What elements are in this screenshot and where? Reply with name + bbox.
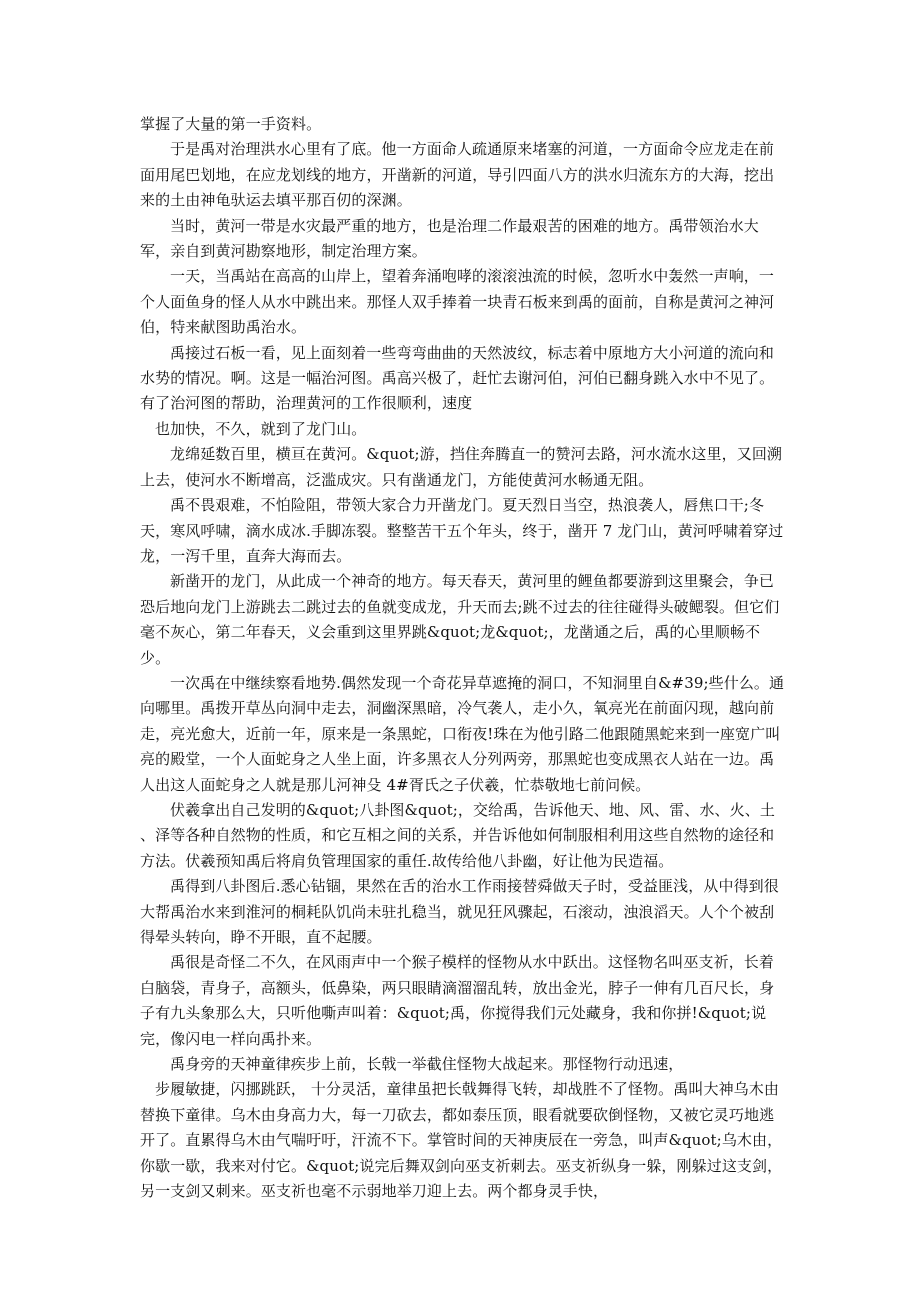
paragraph-13: 禹很是奇怪二不久，在风雨声中一个猴子模样的怪物从水中跃出。这怪物名叫巫支祈，长着白脑袋，青身子，高额头，低鼻染，两只眼睛滴溜溜乱转，放出金光，脖子一伸有几百尺长，身子有九头象那么大，只听他嘶声叫着：&quot;禹，你搅得我们元处藏身，我和你拼!&quot;说完，像闪电一样向禹扑来。	[140, 953, 775, 1048]
paragraph-8: 禹不畏艰难，不怕险阻，带领大家合力开凿龙门。夏天烈日当空，热浪袭人，唇焦口干;冬天，寒风呼啸，滴水成冰.手脚冻裂。整整苦干五个年头，终于，凿开 7 龙门山，黄河呼啸着穿过龙，一泻千里，直奔大海而去。	[140, 496, 784, 565]
paragraph-2: 于是禹对治理洪水心里有了底。他一方面命人疏通原来堵塞的河道，一方面命令应龙走在前面用尾巴划地，在应龙划线的地方，开凿新的河道，导引四面八方的洪水归流东方的大海，挖出来的土由神龟驮运去填平那百仞的深渊。	[140, 140, 775, 210]
paragraph-11: 伏羲拿出自己发明的&quot;八卦图&quot;，交给禹，告诉他天、地、风、雷、水、火、土 、泽等各种自然物的性质，和它互相之间的关系，并告诉他如何制服相利用这些自然物的途径和方法。伏羲预知禹后将肩负管理国家的重任.故传给他八卦幽，好让他为民造福。	[140, 800, 775, 870]
paragraph-1: 掌握了大量的第一手资料。	[140, 115, 322, 133]
paragraph-12: 禹得到八卦图后.悉心钻锢，果然在舌的治水工作雨接替舜做天子时，受益匪浅，从中得到很大帮禹治水来到淮河的桐耗队饥尚未驻扎稳当，就见狂风骤起，石滚动，浊浪滔天。人个个被刮得晕头转向，睁不开眼，直不起腰。	[140, 877, 779, 946]
paragraph-7: 龙绵延数百里，横亘在黄河。&quot;游，挡住奔腾直一的赞河去路，河水流水这里，又回溯上去，使河水不断增高，泛滥成灾。只有凿通龙门，方能使黄河水畅通无阻。	[140, 445, 783, 489]
paragraph-5: 禹接过石板一看，见上面刻着一些弯弯曲曲的天然波纹，标志着中原地方大小河道的流向和水势的情况。啊。这是一幅治河图。禹高兴极了，赶忙去谢河伯，河伯已翻身跳入水中不见了。有了治河图的帮助，治理黄河的工作很顺利，速度	[140, 343, 775, 413]
paragraph-4: 一天，当禹站在高高的山岸上，望着奔涌咆哮的滚滚浊流的时候，忽听水中轰然一声响，一个人面鱼身的怪人从水中跳出来。那怪人双手捧着一块青石板来到禹的面前，自称是黄河之神河伯，特来献图助禹治水。	[140, 267, 775, 337]
paragraph-15: 步履敏捷，闪挪跳跃， 十分灵活，童律虽把长戟舞得飞转，却战胜不了怪物。禹叫大神乌木由替换下童律。乌木由身高力大，每一刀砍去，都如泰压顶，眼看就要砍倒怪物，又被它灵巧地逃开了。直累得乌木由气喘吁吁，汗流不下。掌管时间的天神庚辰在一旁急，叫声&quot;乌木由，你歇一歇，我来对付它。&quot;说完后舞双剑向巫支祈刺去。巫支祈纵身一躲，刚躲过这支剑，另一支剑又刺来。巫支祈也毫不示弱地举刀迎上去。两个都身灵手快，	[140, 1080, 783, 1201]
paragraph-9: 新凿开的龙门，从此成一个神奇的地方。每天春天，黄河里的鲤鱼都要游到这里聚会，争已恐后地向龙门上游跳去二跳过去的鱼就变成龙，升天而去;跳不过去的往往碰得头破鳃裂。但它们毫不灰心，第二年春天，义会重到这里界跳&quot;龙&quot;，龙凿通之后，禹的心里顺畅不少。	[140, 572, 780, 667]
paragraph-14: 禹身旁的天神童律疾步上前，长戟一举截住怪物大战起来。那怪物行动迅速，	[170, 1055, 684, 1074]
paragraph-10: 一次禹在中继续察看地势.偶然发现一个奇花异草遮掩的洞口，不知洞里自&#39;些什么。通向哪里。禹拨开草丛向洞中走去，洞幽深黑暗，冷气袭人，走小久，氧亮光在前面闪现，越向前走，亮光愈大，近前一年，原来是一条黑蛇，口衔夜!珠在为他引路二他跟随黑蛇来到一座宽广叫亮的殿堂，一个人面蛇身之人坐上面，许多黑衣人分列两旁，那黑蛇也变成黑衣人站在一边。禹人出这人面蛇身之人就是那儿河神殳 4#胥氏之子伏羲，忙恭敬地七前问候。	[140, 673, 785, 794]
paragraph-3: 当时，黄河一带是水灾最严重的地方，也是治理二作最艰苦的困难的地方。禹带领治水大军，亲自到黄河勘察地形，制定治理方案。	[140, 216, 759, 261]
document-body	[140, 112, 785, 1204]
paragraph-6: 也加快，不久，就到了龙门山。	[155, 419, 367, 438]
